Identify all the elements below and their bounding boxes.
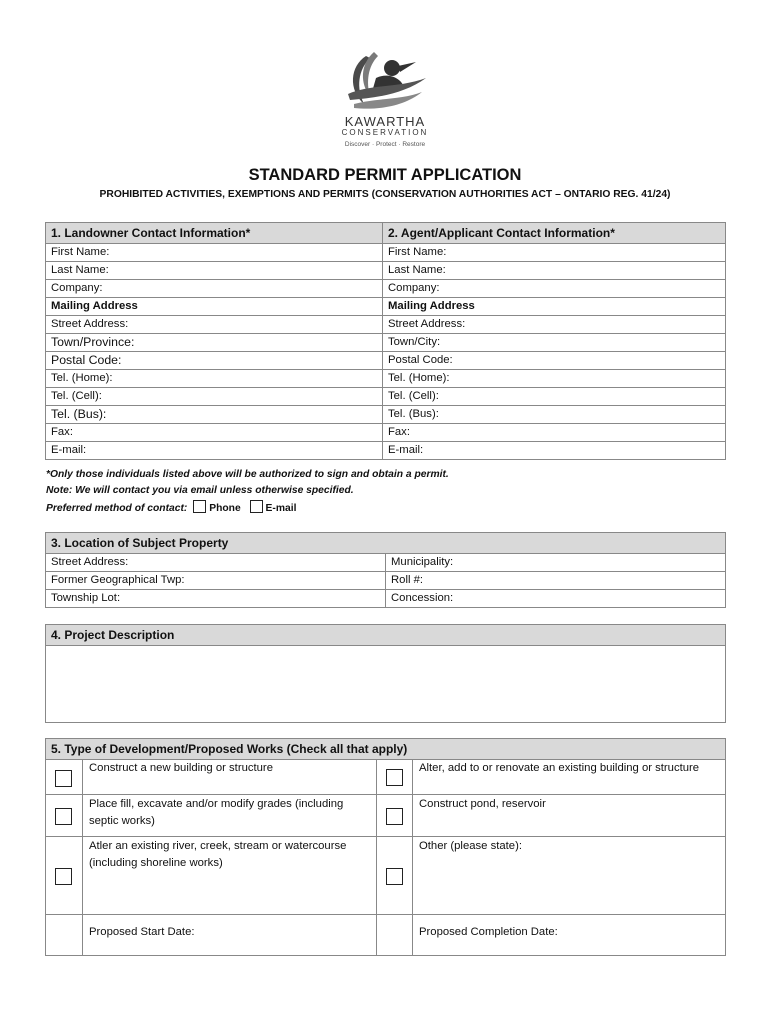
- agent-tel-cell-field[interactable]: Tel. (Cell):: [383, 388, 726, 406]
- preferred-contact-row: [46, 500, 296, 514]
- preferred-contact-label: Preferred method of contact:: [46, 503, 188, 514]
- section3-header: 3. Location of Subject Property: [46, 533, 726, 554]
- landowner-town-field[interactable]: Town/Province:: [46, 334, 383, 352]
- agent-fax-field[interactable]: Fax:: [383, 424, 726, 442]
- fill-excavate-label: Place fill, excavate and/or modify grades (including septic works): [89, 798, 344, 827]
- completion-date-field[interactable]: Proposed Completion Date:: [419, 926, 558, 938]
- loon-logo-icon: [330, 48, 440, 114]
- email-label: E-mail: [265, 503, 297, 514]
- municipality-field[interactable]: Municipality:: [386, 554, 726, 572]
- pond-reservoir-label: Construct pond, reservoir: [419, 798, 546, 810]
- start-date-field[interactable]: Proposed Start Date:: [89, 926, 195, 938]
- logo-subname: CONSERVATION: [341, 128, 429, 137]
- agent-postal-field[interactable]: Postal Code:: [383, 352, 726, 370]
- logo-tagline: Discover · Protect · Restore: [344, 141, 426, 148]
- contact-header-row: [46, 223, 726, 244]
- section1-header: 1. Landowner Contact Information*: [46, 223, 383, 244]
- agent-mailing-label: Mailing Address: [383, 298, 726, 316]
- phone-label: Phone: [209, 503, 241, 514]
- section5-header: 5. Type of Development/Proposed Works (Check all that apply): [46, 739, 725, 760]
- contact-info-table: [45, 222, 726, 460]
- agent-email-field[interactable]: E-mail:: [383, 442, 726, 460]
- concession-field[interactable]: Concession:: [386, 590, 726, 608]
- township-lot-field[interactable]: Township Lot:: [46, 590, 386, 608]
- agent-tel-home-field[interactable]: Tel. (Home):: [383, 370, 726, 388]
- agent-company-field[interactable]: Company:: [383, 280, 726, 298]
- property-location-table: [45, 532, 726, 608]
- agent-last-name-field[interactable]: Last Name:: [383, 262, 726, 280]
- alter-building-checkbox[interactable]: [386, 769, 403, 786]
- project-description-field[interactable]: [46, 646, 725, 722]
- landowner-postal-field[interactable]: Postal Code:: [46, 352, 383, 370]
- alter-building-label: Alter, add to or renovate an existing building or structure: [419, 762, 700, 774]
- landowner-tel-home-field[interactable]: Tel. (Home):: [46, 370, 383, 388]
- landowner-tel-bus-field[interactable]: Tel. (Bus):: [46, 406, 383, 424]
- other-label: Other (please state):: [419, 840, 522, 852]
- authorized-note: *Only those individuals listed above will be authorized to sign and obtain a permit.: [46, 469, 449, 480]
- landowner-street-field[interactable]: Street Address:: [46, 316, 383, 334]
- roll-number-field[interactable]: Roll #:: [386, 572, 726, 590]
- phone-checkbox[interactable]: [193, 500, 206, 513]
- property-street-field[interactable]: Street Address:: [46, 554, 386, 572]
- kawartha-logo: [330, 48, 440, 158]
- other-checkbox[interactable]: [386, 868, 403, 885]
- section4-header: 4. Project Description: [46, 625, 725, 646]
- new-building-checkbox[interactable]: [55, 770, 72, 787]
- landowner-tel-cell-field[interactable]: Tel. (Cell):: [46, 388, 383, 406]
- agent-first-name-field[interactable]: First Name:: [383, 244, 726, 262]
- alter-watercourse-label: Atler an existing river, creek, stream or watercourse (including shoreline works): [89, 840, 347, 869]
- form-title: STANDARD PERMIT APPLICATION: [248, 166, 522, 184]
- landowner-first-name-field[interactable]: First Name:: [46, 244, 383, 262]
- geographical-twp-field[interactable]: Former Geographical Twp:: [46, 572, 386, 590]
- alter-watercourse-checkbox[interactable]: [55, 868, 72, 885]
- landowner-company-field[interactable]: Company:: [46, 280, 383, 298]
- landowner-email-field[interactable]: E-mail:: [46, 442, 383, 460]
- landowner-mailing-label: Mailing Address: [46, 298, 383, 316]
- development-type-section: [45, 738, 726, 956]
- project-description-section: [45, 624, 726, 723]
- email-checkbox[interactable]: [250, 500, 263, 513]
- form-subtitle: PROHIBITED ACTIVITIES, EXEMPTIONS AND PERMITS (CONSERVATION AUTHORITIES ACT – ONTARIO REG. 41/24): [99, 189, 671, 200]
- landowner-fax-field[interactable]: Fax:: [46, 424, 383, 442]
- agent-town-field[interactable]: Town/City:: [383, 334, 726, 352]
- fill-excavate-checkbox[interactable]: [55, 808, 72, 825]
- landowner-last-name-field[interactable]: Last Name:: [46, 262, 383, 280]
- pond-reservoir-checkbox[interactable]: [386, 808, 403, 825]
- agent-street-field[interactable]: Street Address:: [383, 316, 726, 334]
- contact-note: Note: We will contact you via email unless otherwise specified.: [46, 485, 354, 496]
- agent-tel-bus-field[interactable]: Tel. (Bus):: [383, 406, 726, 424]
- section2-header: 2. Agent/Applicant Contact Information*: [383, 223, 726, 244]
- new-building-label: Construct a new building or structure: [89, 762, 273, 774]
- logo-name: KAWARTHA: [344, 114, 426, 129]
